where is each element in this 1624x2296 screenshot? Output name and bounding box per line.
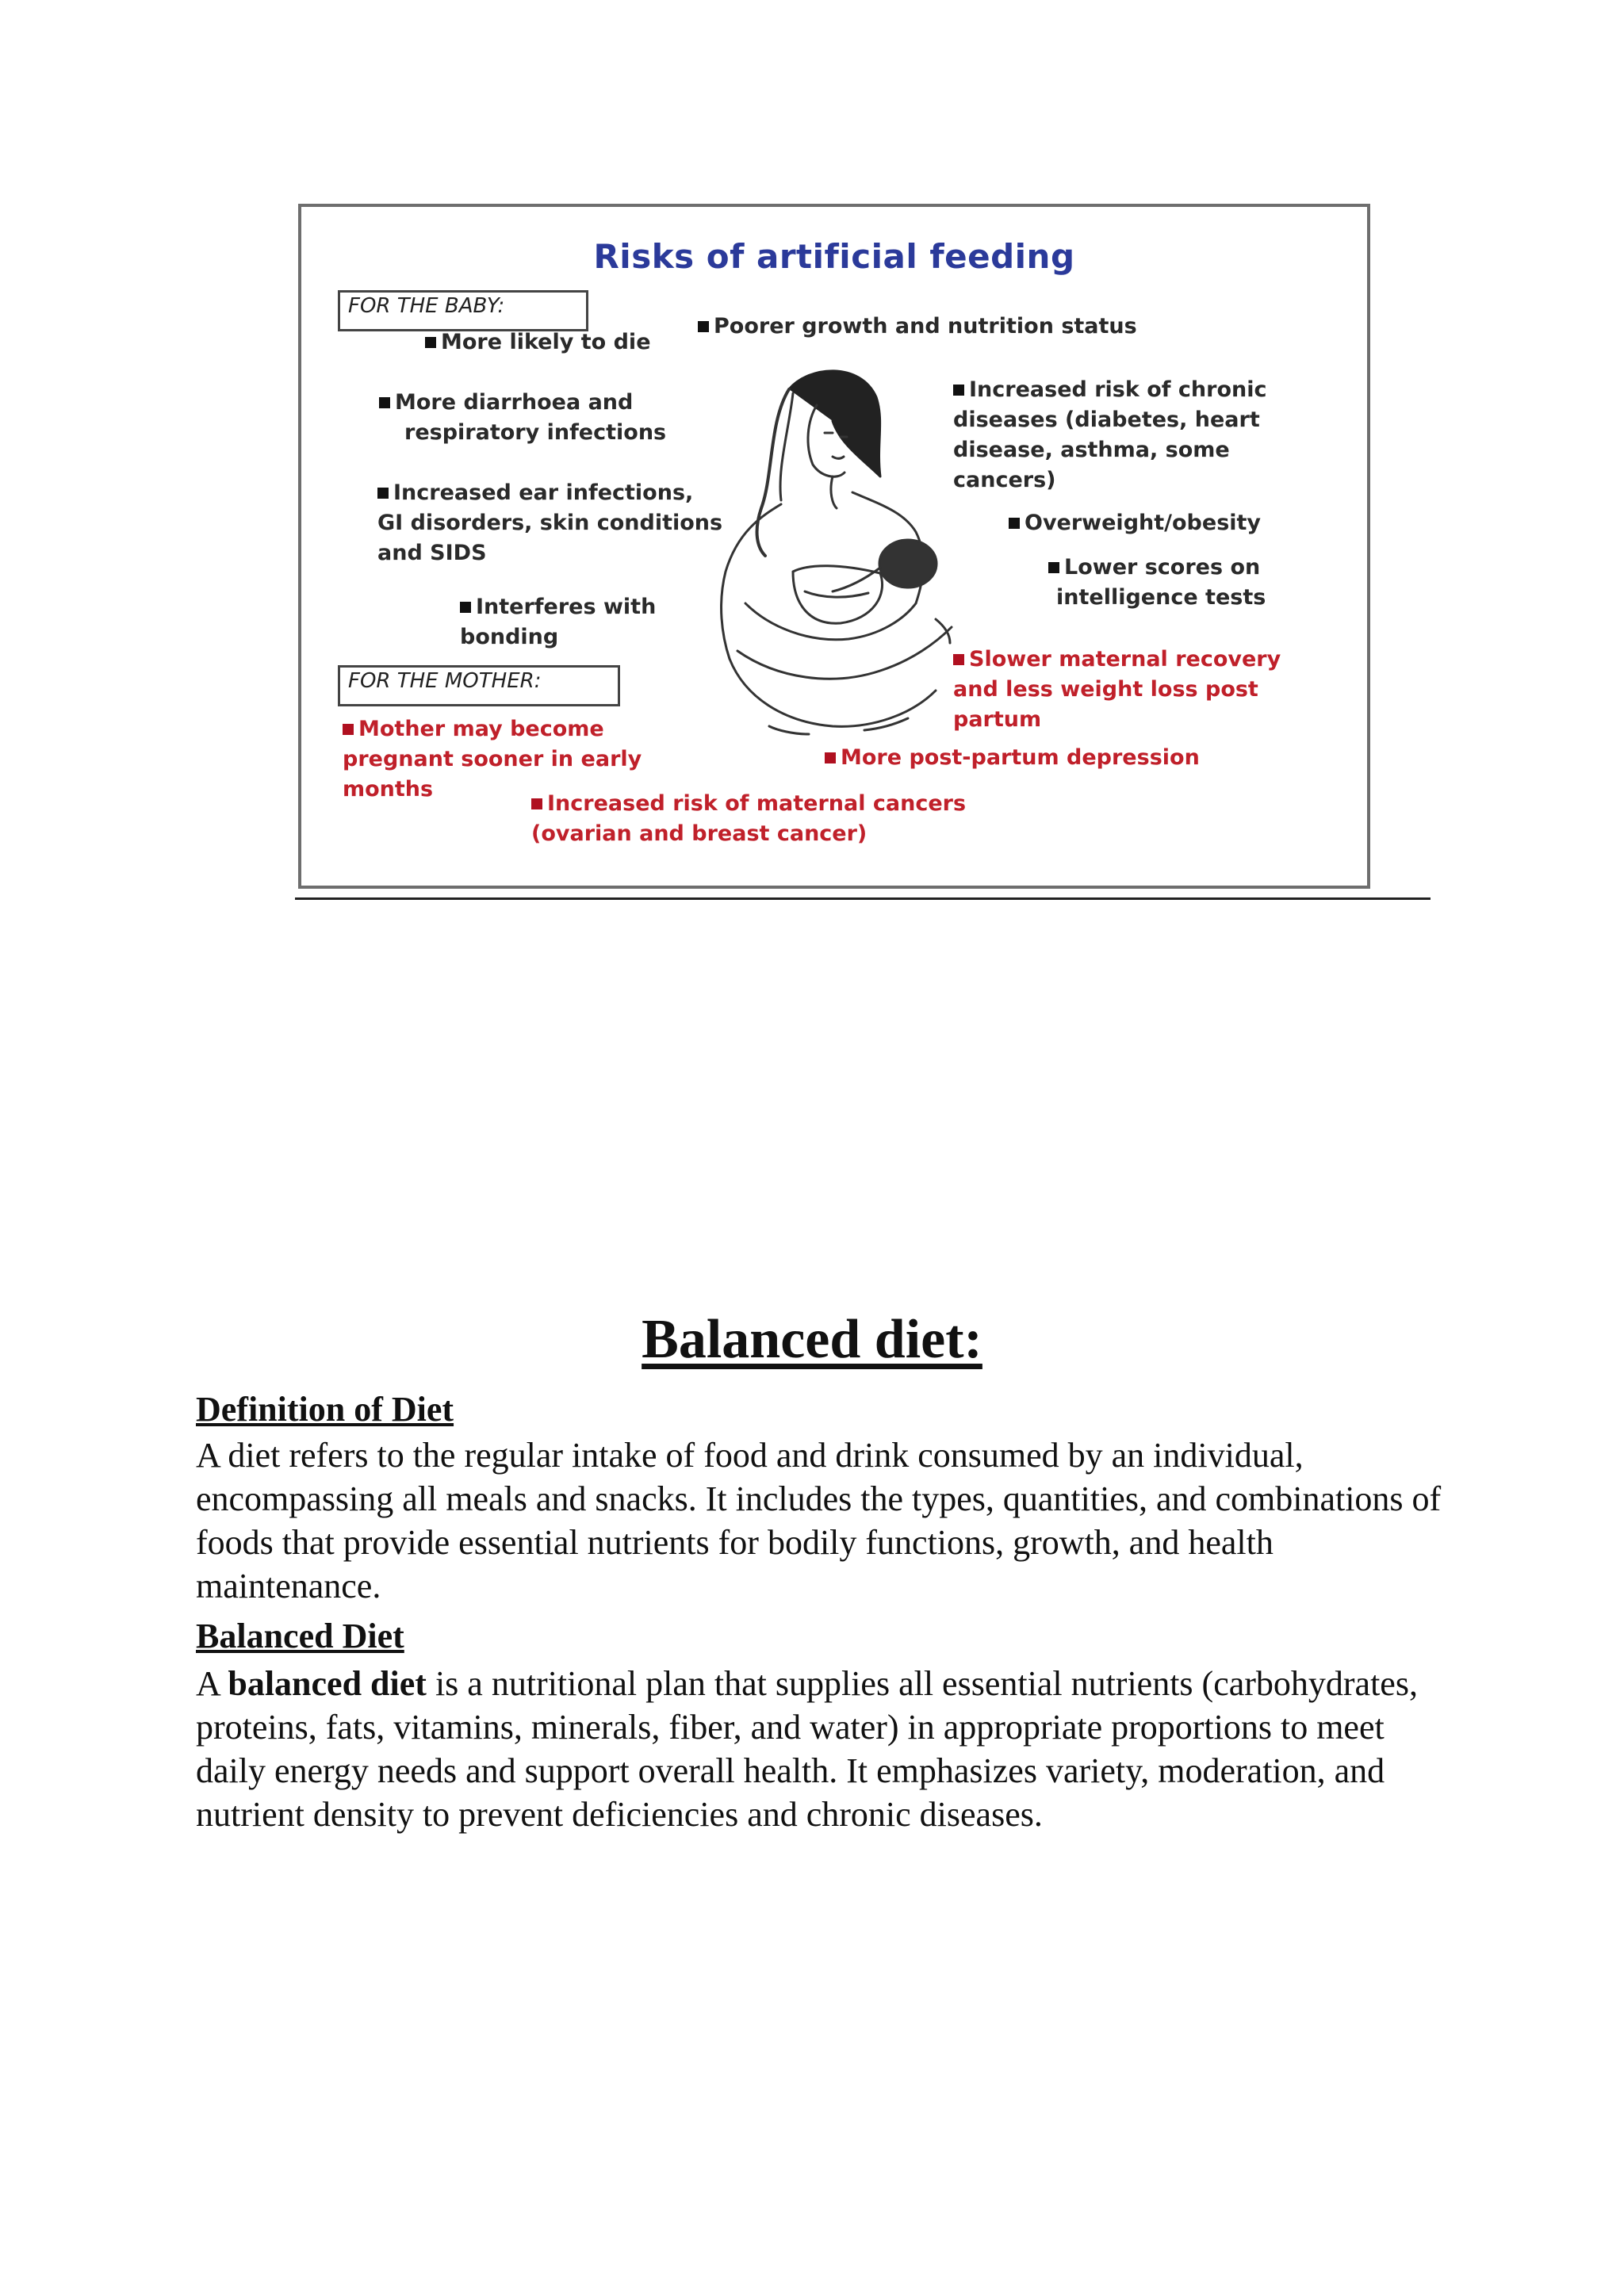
- bullet-icon: [425, 337, 436, 348]
- bullet-icon: [825, 752, 836, 763]
- bullet-icon: [1009, 518, 1020, 529]
- baby-risk-poorer-growth: Poorer growth and nutrition status: [698, 312, 1137, 342]
- bullet-icon: [531, 798, 542, 809]
- balanced-diet-heading: Balanced Diet: [196, 1617, 404, 1655]
- bullet-icon: [1048, 562, 1059, 573]
- mother-risk-maternal-cancers: Increased risk of maternal cancers (ovarian and breast cancer): [531, 791, 967, 846]
- balanced-diet-term: balanced diet: [228, 1664, 427, 1703]
- baby-risk-ear-infections: Increased ear infections, GI disorders, skin conditions and SIDS: [377, 480, 723, 565]
- risks-figure: [298, 204, 1370, 889]
- bullet-icon: [343, 724, 354, 735]
- bullet-icon: [698, 321, 709, 332]
- bullet-icon: [377, 488, 389, 499]
- bullet-icon: [379, 397, 390, 408]
- mother-risk-pregnant-sooner: Mother may become pregnant sooner in early months: [343, 717, 642, 802]
- page-heading: Balanced diet:: [642, 1309, 982, 1370]
- baby-risk-more-likely-to-die: More likely to die: [425, 327, 651, 358]
- figure-underline: [295, 897, 1431, 900]
- baby-risk-diarrhoea: More diarrhoea and respiratory infections: [379, 388, 666, 448]
- baby-risk-bonding: Interferes with bonding: [460, 595, 657, 649]
- mother-section-label: FOR THE MOTHER:: [338, 665, 620, 706]
- baby-risk-overweight: Overweight/obesity: [1009, 508, 1261, 538]
- figure-title: Risks of artificial feeding: [593, 237, 1075, 276]
- mother-risk-slower-recovery: Slower maternal recovery and less weight loss post partum: [953, 647, 1281, 732]
- baby-section-label: FOR THE BABY:: [338, 290, 588, 331]
- bullet-icon: [460, 602, 471, 613]
- mother-breastfeeding-illustration-icon: [714, 365, 975, 738]
- definition-paragraph: A diet refers to the regular intake of food and drink consumed by an individual, encompassing all meals and snacks. It includes the types, quantities, and combinations of foods that provide essential nutrients for bodily functions, growth, and health maintenance.: [196, 1436, 1442, 1605]
- balanced-diet-paragraph: A balanced diet is a nutritional plan that supplies all essential nutrients (carbohydrates, proteins, fats, vitamins, minerals, fiber, and water) in appropriate proportions to meet daily energy needs and support overall health. It emphasizes variety, moderation, and nutrient density to prevent deficiencies and chronic diseases.: [196, 1664, 1418, 1834]
- baby-risk-intelligence: Lower scores on intelligence tests: [1048, 553, 1266, 613]
- baby-risk-chronic-diseases: Increased risk of chronic diseases (diabetes, heart disease, asthma, some cancers): [953, 377, 1267, 492]
- mother-risk-postpartum-depression: More post-partum depression: [825, 743, 1200, 773]
- definition-heading: Definition of Diet: [196, 1390, 454, 1429]
